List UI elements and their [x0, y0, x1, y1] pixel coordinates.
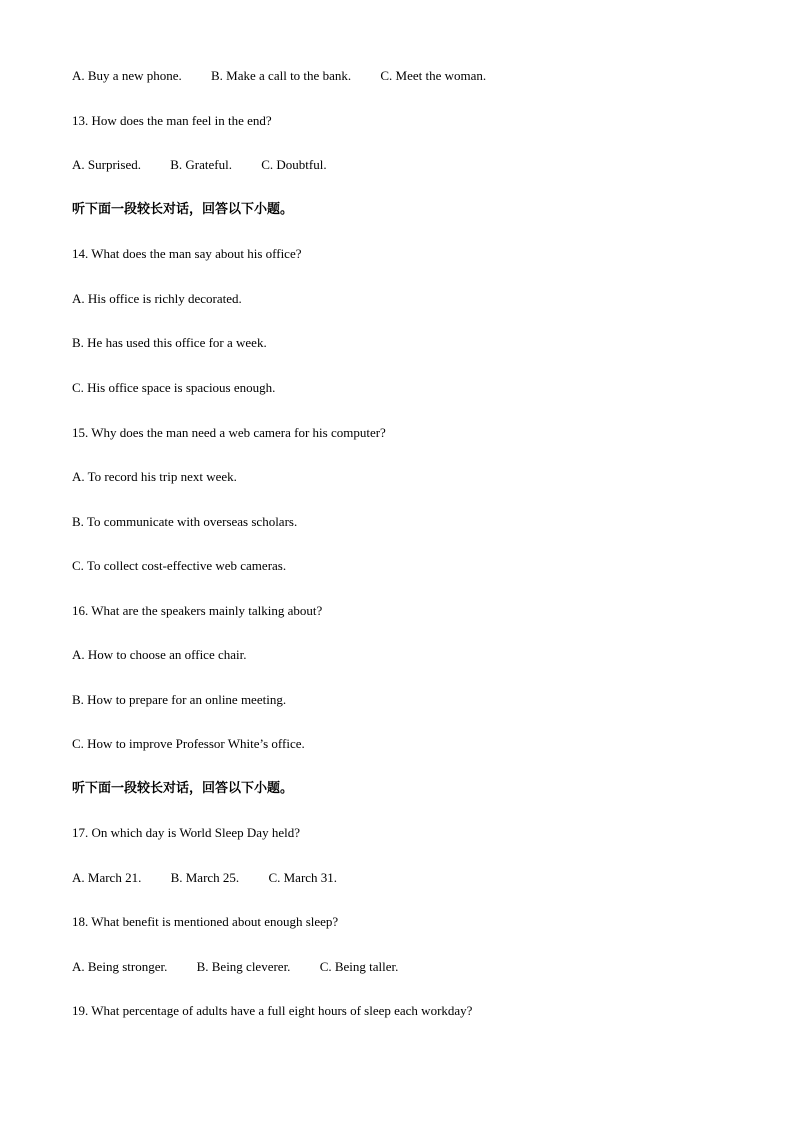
option-a: A. Surprised.	[72, 157, 141, 172]
question-16-option-a: A. How to choose an office chair.	[72, 647, 247, 662]
option-a: A. Buy a new phone.	[72, 68, 182, 83]
question-16-option-b: B. How to prepare for an online meeting.	[72, 692, 287, 707]
option-a: A. Being stronger.	[72, 959, 168, 974]
options-row-q13	[72, 157, 327, 173]
section-heading: 听下面一段较长对话，回答以下小题。	[72, 202, 294, 217]
question-15: 15. Why does the man need a web camera for his computer?	[72, 425, 386, 440]
question-15-option-a: A. To record his trip next week.	[72, 469, 237, 484]
question-14-option-b: B. He has used this office for a week.	[72, 335, 267, 350]
option-b: B. Being cleverer.	[196, 959, 291, 974]
option-b: B. March 25.	[170, 870, 240, 885]
question-15-option-b: B. To communicate with overseas scholars.	[72, 514, 298, 529]
question-15-option-c: C. To collect cost-effective web cameras.	[72, 558, 287, 573]
options-row-q17	[72, 870, 337, 886]
question-14-option-a: A. His office is richly decorated.	[72, 291, 242, 306]
question-16-option-c: C. How to improve Professor White’s office.	[72, 736, 305, 751]
option-c: C. Meet the woman.	[380, 68, 487, 83]
option-a: A. March 21.	[72, 870, 142, 885]
question-14: 14. What does the man say about his office?	[72, 246, 302, 261]
question-14-option-c: C. His office space is spacious enough.	[72, 380, 276, 395]
option-c: C. Being taller.	[319, 959, 399, 974]
option-b: B. Make a call to the bank.	[211, 68, 352, 83]
option-b: B. Grateful.	[170, 157, 232, 172]
question-18: 18. What benefit is mentioned about enough sleep?	[72, 914, 339, 929]
options-row-q18	[72, 959, 398, 975]
options-row-q12	[72, 68, 486, 84]
question-19: 19. What percentage of adults have a full eight hours of sleep each workday?	[72, 1003, 473, 1018]
question-16: 16. What are the speakers mainly talking about?	[72, 603, 323, 618]
option-c: C. March 31.	[268, 870, 338, 885]
question-13: 13. How does the man feel in the end?	[72, 113, 272, 128]
question-17: 17. On which day is World Sleep Day held?	[72, 825, 300, 840]
option-c: C. Doubtful.	[261, 157, 327, 172]
section-heading: 听下面一段较长对话，回答以下小题。	[72, 781, 294, 796]
